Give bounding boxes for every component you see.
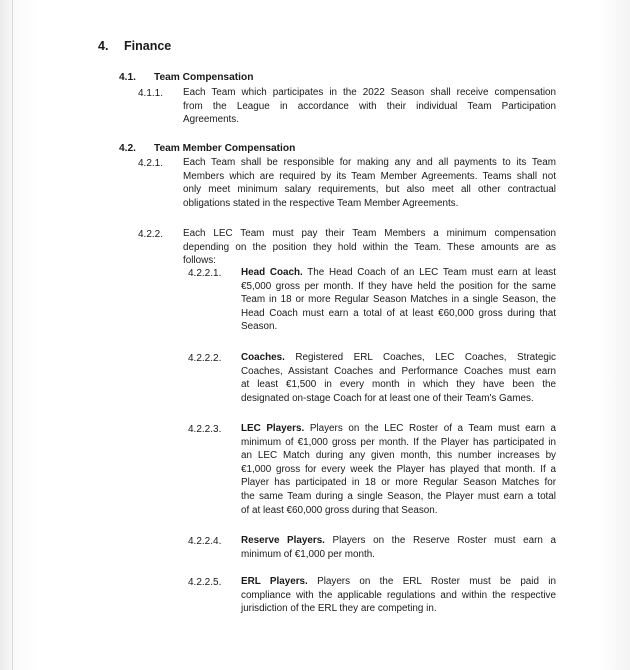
clause-4-1-1-number: 4.1.1. — [138, 88, 164, 99]
text-line: Agreements. — [183, 114, 239, 126]
subsection-4-1-title: Team Compensation — [154, 72, 254, 83]
text-line: minimum of €1,000 gross per month. If the Player has participated in — [241, 436, 556, 448]
subsection-4-2-number: 4.2. — [119, 143, 136, 154]
clause-4-2-2-2-text — [241, 351, 556, 405]
clause-text: The Head Coach of an LEC Team must earn at least — [302, 267, 556, 278]
text-line: at least €1,500 in every month in which they have been the — [241, 379, 556, 391]
clause-text: Players on the Reserve Roster must earn a — [324, 535, 556, 546]
text-line: depending on the position they hold within the Team. These amounts are as — [183, 241, 556, 253]
section-title: Finance — [124, 39, 172, 53]
text-line: Head Coach must earn a total of at least €60,000 gross during that — [241, 307, 556, 319]
clause-heading: Head Coach. — [241, 267, 303, 278]
clause-4-2-1-number: 4.2.1. — [138, 158, 164, 169]
text-line: Player has participated in 18 or more Regular Season Matches for — [241, 477, 556, 489]
clause-4-2-2-text — [183, 227, 556, 268]
clause-4-2-2-2-number: 4.2.2.2. — [188, 353, 222, 364]
clause-4-2-2-3-text — [241, 422, 556, 517]
text-line: Members which are required by its Team Member Agreements. Teams shall not — [183, 170, 556, 182]
clause-text: Registered ERL Coaches, LEC Coaches, Strategic — [284, 352, 556, 363]
text-line: an LEC Match during any given month, this number increases by — [241, 450, 556, 462]
text-line — [241, 534, 556, 548]
text-line: obligations stated in the respective Team Member Agreements. — [183, 197, 459, 209]
text-line — [241, 575, 556, 589]
clause-heading: Reserve Players. — [241, 535, 325, 546]
text-line: €5,000 gross per month. If they have held the position for the same — [241, 280, 556, 292]
text-line: Team in 18 or more Regular Season Matches in a single Season, the — [241, 294, 556, 306]
text-line: minimum of €1,000 per month. — [241, 548, 375, 560]
text-line: Each LEC Team must pay their Team Members a minimum compensation — [183, 228, 556, 239]
clause-4-2-2-5-number: 4.2.2.5. — [188, 577, 222, 588]
page-edge — [12, 0, 13, 670]
clause-text: Players on the ERL Roster must be paid in — [307, 576, 556, 587]
text-line: Season. — [241, 321, 278, 333]
text-line: €1,000 gross for every week the Player has played that month. If a — [241, 463, 556, 475]
text-line: only meet minimum salary requirements, but also meet all other contractual — [183, 184, 556, 196]
clause-heading: LEC Players. — [241, 423, 305, 434]
text-line: Each Team which participates in the 2022 Season shall receive compensation — [183, 87, 556, 98]
clause-text: Players on the LEC Roster of a Team must earn a — [304, 423, 556, 434]
section-number: 4. — [98, 39, 109, 53]
text-line: follows: — [183, 255, 216, 267]
clause-4-2-2-1-text — [241, 266, 556, 334]
text-line: of at least €60,000 gross during that Season. — [241, 504, 438, 516]
clause-4-2-2-number: 4.2.2. — [138, 229, 164, 240]
text-line: designated on-stage Coach for at least one of their Team's Games. — [241, 392, 534, 404]
clause-4-1-1-text — [183, 86, 556, 127]
clause-4-2-2-4-text — [241, 534, 556, 561]
text-line — [241, 266, 556, 280]
subsection-4-1-number: 4.1. — [119, 72, 136, 83]
text-line: jurisdiction of the ERL they are competing in. — [241, 603, 437, 615]
clause-4-2-2-4-number: 4.2.2.4. — [188, 536, 222, 547]
text-line: the same Team during a single Season, the Player must earn a total — [241, 490, 556, 502]
clause-4-2-1-text — [183, 156, 556, 210]
text-line — [241, 422, 556, 436]
text-line: from the League in accordance with their individual Team Participation — [183, 100, 556, 112]
clause-4-2-2-5-text — [241, 575, 556, 616]
text-line — [241, 351, 556, 365]
clause-4-2-2-3-number: 4.2.2.3. — [188, 424, 222, 435]
text-line: Each Team shall be responsible for making any and all payments to its Team — [183, 157, 556, 168]
clause-heading: Coaches. — [241, 352, 285, 363]
clause-4-2-2-1-number: 4.2.2.1. — [188, 268, 222, 279]
subsection-4-2-title: Team Member Compensation — [154, 143, 296, 154]
text-line: Coaches, Assistant Coaches and Performance Coaches must earn — [241, 365, 556, 377]
clause-heading: ERL Players. — [241, 576, 308, 587]
text-line: compliance with the applicable regulations and within the respective — [241, 589, 556, 601]
